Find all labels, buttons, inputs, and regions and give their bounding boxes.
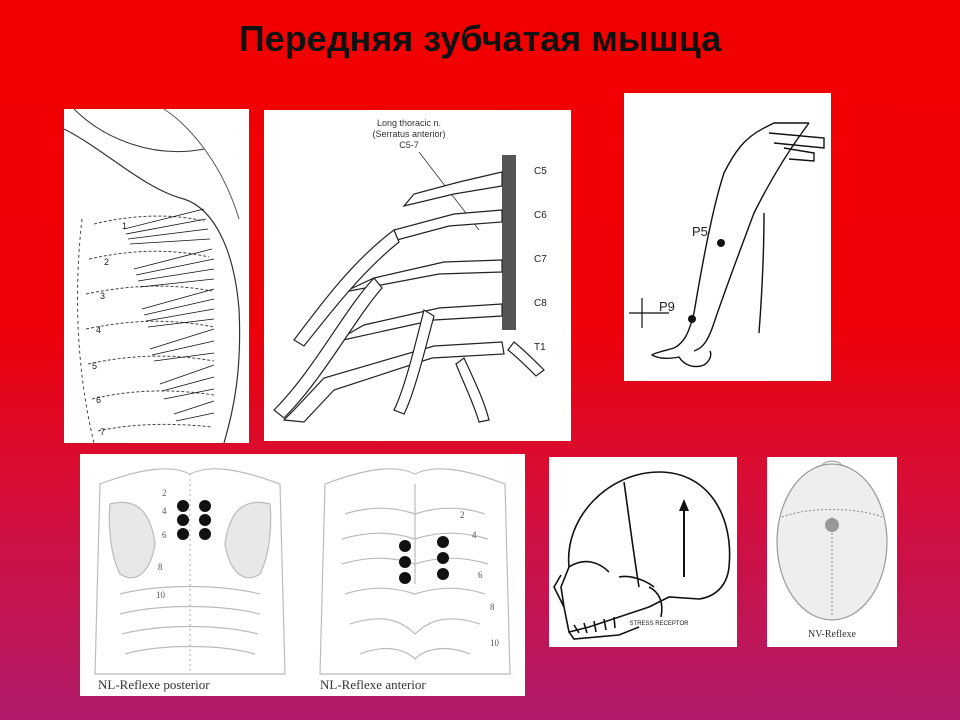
anterior-number: 4 bbox=[472, 530, 477, 540]
posterior-number: 10 bbox=[156, 590, 165, 600]
nerve-label: Long thoracic n. bbox=[376, 118, 442, 128]
rib-number: 6 bbox=[96, 395, 102, 405]
nerve-label-roots: C5-7 bbox=[399, 140, 419, 150]
anterior-number: 6 bbox=[478, 570, 483, 580]
posterior-number: 8 bbox=[158, 562, 163, 572]
page-title: Передняя зубчатая мышца bbox=[238, 18, 722, 59]
anterior-number: 2 bbox=[460, 510, 465, 520]
posterior-number: 2 bbox=[162, 488, 167, 498]
root-label-t1: T1 bbox=[534, 342, 546, 353]
anterior-caption: NL-Reflexe anterior bbox=[320, 677, 426, 692]
vertex-caption: NV-Reflexe bbox=[808, 629, 856, 640]
rib-number: 3 bbox=[100, 291, 106, 301]
posterior-caption: NL-Reflexe posterior bbox=[98, 677, 210, 692]
reflex-illustration bbox=[80, 454, 525, 696]
root-label-c6: C6 bbox=[534, 210, 547, 221]
rib-number: 5 bbox=[92, 361, 98, 371]
arm-illustration bbox=[624, 93, 831, 381]
root-label-c8: C8 bbox=[534, 298, 547, 309]
rib-number: 2 bbox=[104, 257, 110, 267]
anterior-number: 8 bbox=[490, 602, 495, 612]
posterior-number: 4 bbox=[162, 506, 167, 516]
point-label-p9: P9 bbox=[659, 299, 675, 314]
plexus-illustration bbox=[264, 110, 571, 441]
anterior-number: 10 bbox=[490, 638, 499, 648]
rib-number: 7 bbox=[100, 427, 106, 437]
vertex-illustration bbox=[767, 457, 897, 647]
ribs-illustration bbox=[64, 109, 249, 443]
root-label-c7: C7 bbox=[534, 254, 547, 265]
rib-number: 4 bbox=[96, 325, 102, 335]
point-label-p5: P5 bbox=[692, 224, 708, 239]
skull-caption: STRESS RECEPTOR bbox=[629, 621, 689, 627]
rib-number: 1 bbox=[122, 221, 128, 231]
nerve-label-muscle: (Serratus anterior) bbox=[372, 129, 446, 139]
skull-illustration bbox=[549, 457, 737, 647]
posterior-number: 6 bbox=[162, 530, 167, 540]
root-label-c5: C5 bbox=[534, 166, 547, 177]
